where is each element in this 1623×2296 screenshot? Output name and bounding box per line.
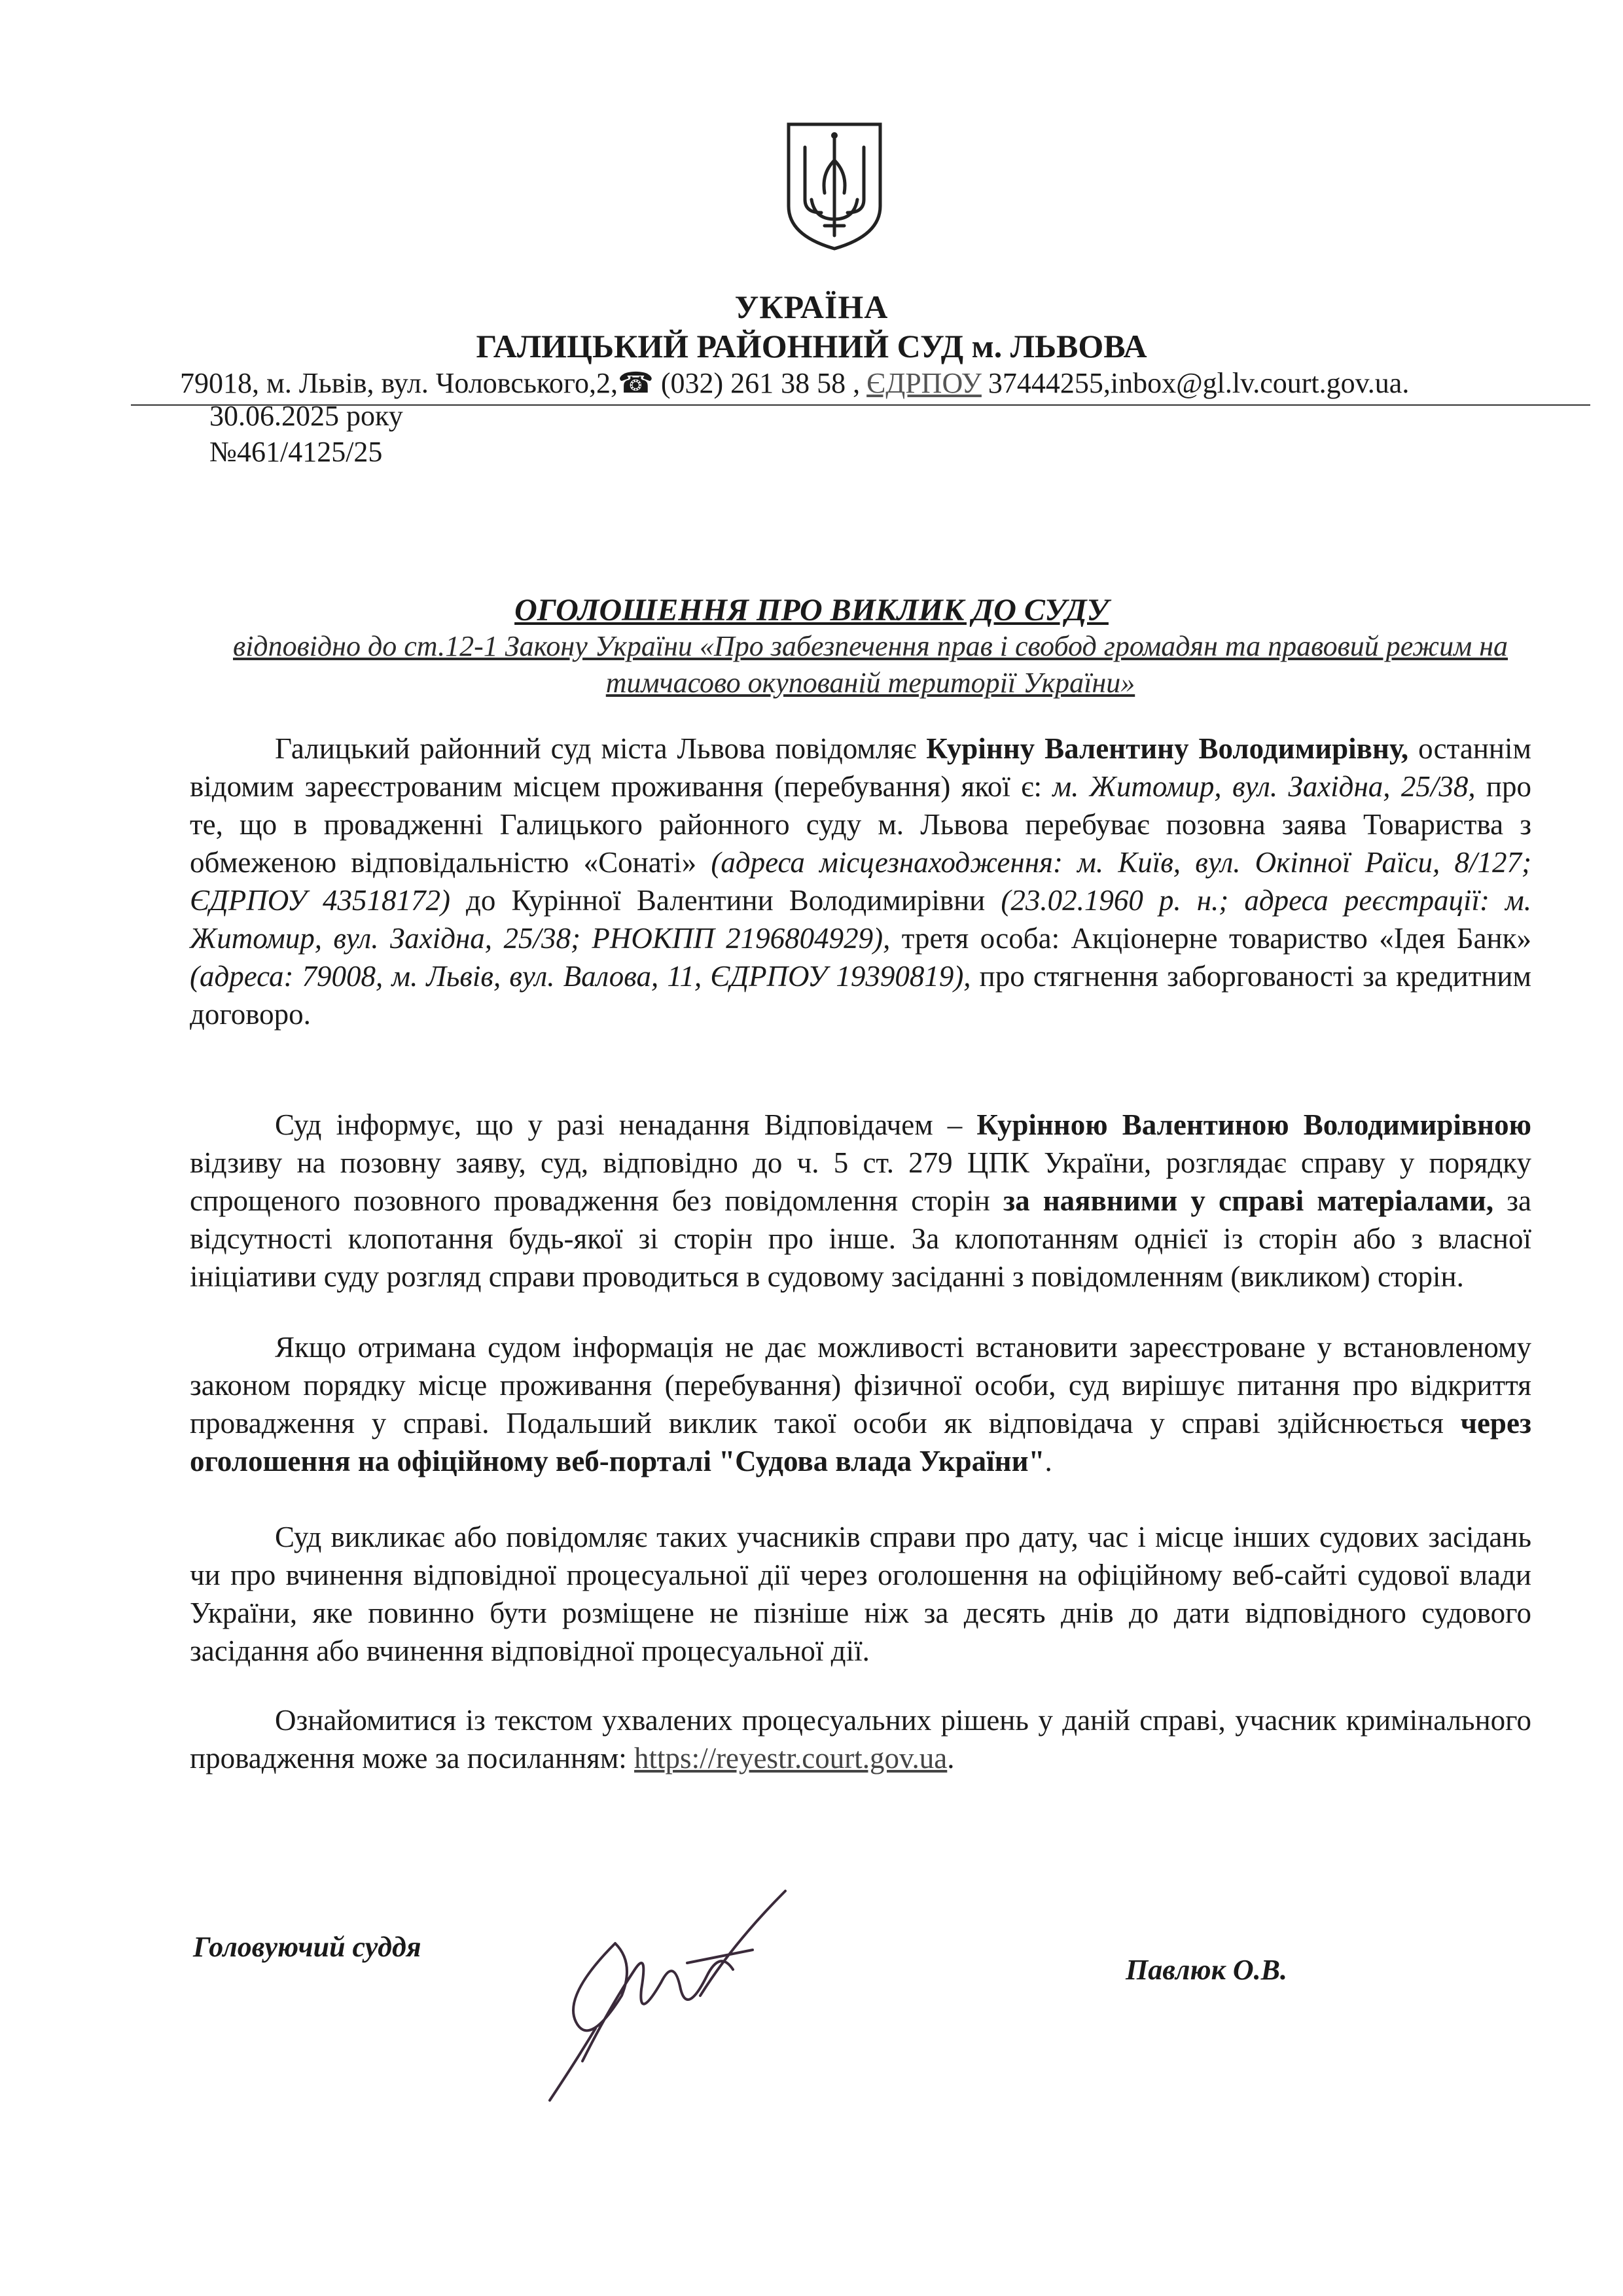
defendant-name: Курінну Валентину Володимирівну, [926,732,1409,765]
handwritten-signature [537,1865,812,2107]
coat-of-arms-icon [785,121,883,252]
announcement-title: ОГОЛОШЕННЯ ПРО ВИКЛИК ДО СУДУ [514,593,1109,627]
paragraph-address-unknown [190,1328,1531,1480]
text: Галицький районний суд міста Львова повідомляє [275,732,927,765]
announcement-basis: відповідно до ст.12-1 Закону України «Про забезпечення прав і свобод громадян та правовий режим на тимчасово окупованій території України» [232,630,1508,699]
text: за відсутності клопотання будь-якої зі сторін про інше. За клопотанням однієї із сторін або з власної ініціативи суду розгляд справи проводиться в судовому засіданні з повідомленням (викликом) сторін. [190,1184,1531,1293]
court-contacts [180,366,1409,400]
country-heading: УКРАЇНА [734,289,889,325]
defendant-address: м. Житомир, вул. Західна, 25/38, [1052,770,1476,803]
text: до Курінної Валентини Володимирівни [450,884,1001,917]
third-party-details: (адреса: 79008, м. Львів, вул. Валова, 11, ЄДРПОУ 19390819), [190,960,971,993]
plaintiff-details: (адреса місцезнаходження: м. Київ, вул. Окіпної Раїси, 8/127; ЄДРПОУ 43518172) [190,846,1531,917]
registry-link[interactable]: https://reyestr.court.gov.ua [634,1742,948,1775]
emphasis: через оголошення на офіційному веб-порталі "Судова влада України" [190,1407,1531,1477]
text: Ознайомитися із текстом ухвалених процесуальних рішень у даній справі, учасник кримінального провадження може за посиланням: [190,1704,1531,1775]
paragraph-summons: Суд викликає або повідомляє таких учасників справи про дату, час і місце інших судових засідань чи про вчинення відповідної процесуальної дії через оголошення на офіційному веб-сайті судової влади України, яке повинно бути розміщене не пізніше ніж за десять днів до дати відповідного судового засідання або вчинення відповідної процесуальної дії. [190,1521,1531,1667]
text: . [947,1742,955,1775]
paragraph-notice [190,730,1531,1033]
emphasis: за наявними у справі матеріалами, [1003,1184,1494,1217]
paragraph-decisions-link [190,1701,1531,1777]
text: відзиву на позовну заяву, суд, відповідно до ч. 5 ст. 279 ЦПК України, розглядає справу у порядку спрощеного позовного провадження без повідомлення сторін [190,1146,1531,1217]
edrpou-label: ЄДРПОУ [866,367,982,399]
text: останнім відомим зареєстрованим місцем проживання (перебування) якої є: [190,732,1531,803]
text: третя особа: Акціонерне товариство «Ідея Банк» [890,922,1531,955]
paragraph-court-informs [190,1106,1531,1296]
document-number: №461/4125/25 [209,436,383,468]
text: про стягнення заборгованості за кредитним договоро. [190,960,1531,1031]
judge-title: Головуючий суддя [193,1931,421,1963]
court-address: 79018, м. Львів, вул. Чоловського,2, [180,367,618,399]
edrpou-email: 37444255,inbox@gl.lv.court.gov.ua. [988,367,1410,399]
defendant-details: (23.02.1960 р. н.; адреса реєстрації: м. Житомир, вул. Західна, 25/38; РНОКПП 2196804929), [190,884,1531,955]
phone-icon: ☎ [618,367,654,399]
document-date: 30.06.2025 року [209,400,403,432]
text: Суд інформує, що у разі ненадання Відповідачем – [275,1108,977,1141]
text: Якщо отримана судом інформація не дає можливості встановити зареєстроване у встановленому законом порядку місце проживання (перебування) фізичної особи, суд вирішує питання про відкриття провадження у справі. Подальший виклик такої особи як відповідача у справі здійснюється [190,1331,1531,1439]
judge-name: Павлюк О.В. [1126,1954,1288,1986]
text: про те, що в провадженні Галицького районного суду м. Львова перебуває позовна заява Товариства з обмеженою відповідальністю «Сонаті» [190,770,1531,879]
text: . [1044,1445,1052,1477]
defendant-name: Курінною Валентиною Володимирівною [976,1108,1531,1141]
court-phone: (032) 261 38 58 , [660,367,861,399]
court-heading: ГАЛИЦЬКИЙ РАЙОННИЙ СУД м. ЛЬВОВА [476,328,1147,364]
